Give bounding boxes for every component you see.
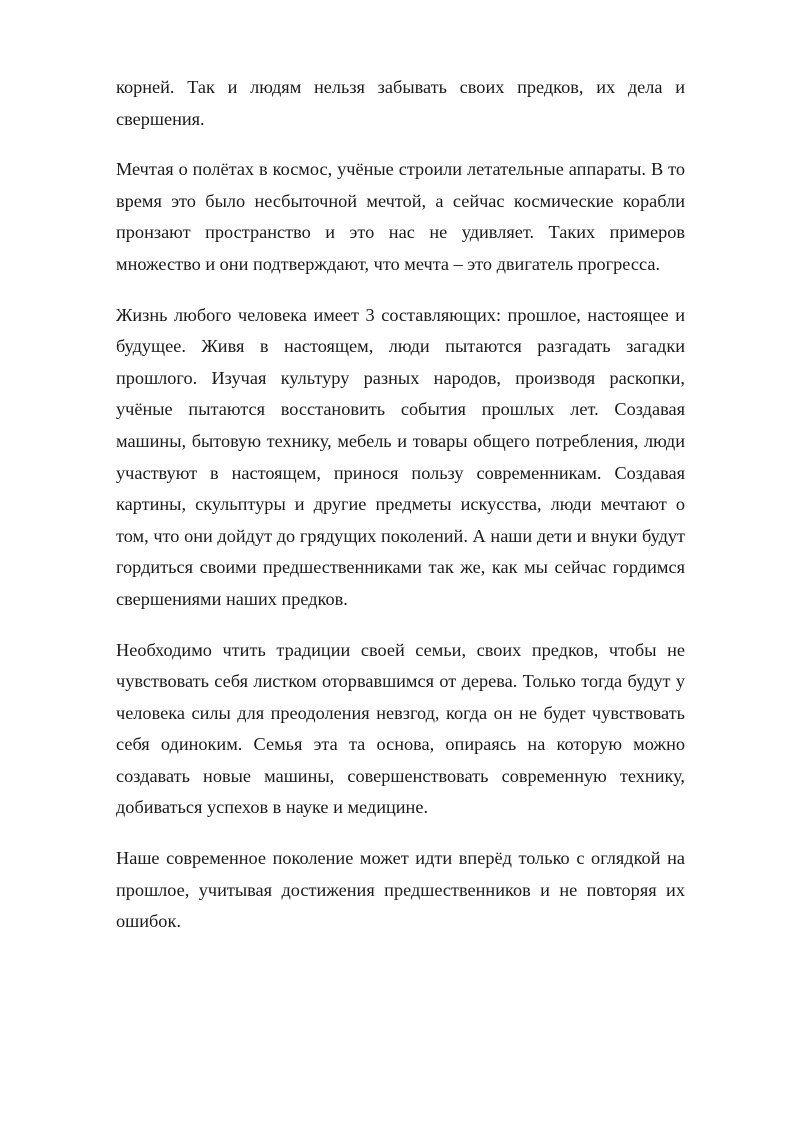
paragraph-conclusion: Наше современное поколение может идти вперёд только с оглядкой на прошлое, учитывая достижения предшественников и не повторяя их ошибок. <box>116 848 685 932</box>
paragraph-continuation: корней. Так и людям нельзя забывать своих предков, их дела и свершения. <box>116 77 685 129</box>
paragraph-space-dreams: Мечтая о полётах в космос, учёные строили летательные аппараты. В то время это было несбыточной мечтой, а сейчас космические корабли пронзают пространство и это нас не удивляет. Таких примеров множество и они подтверждают, что мечта – это двигатель прогресса. <box>116 159 685 274</box>
paragraph-life-components: Жизнь любого человека имеет 3 составляющих: прошлое, настоящее и будущее. Живя в настоящем, люди пытаются разгадать загадки прошлого. Изучая культуру разных народов, производя раскопки, учёные пытаются восстановить события прошлых лет. Создавая машины, бытовую технику, мебель и товары общего потребления, люди участвуют в настоящем, принося пользу современникам. Создавая картины, скульптуры и другие предметы искусства, люди мечтают о том, что они дойдут до грядущих поколений. А наши дети и внуки будут гордиться своими предшественниками так же, как мы сейчас гордимся свершениями наших предков. <box>116 304 685 609</box>
paragraph-family-traditions: Необходимо чтить традиции своей семьи, своих предков, чтобы не чувствовать себя листком оторвавшимся от дерева. Только тогда будут у человека силы для преодоления невзгод, когда он не будет чувствовать себя одиноким. Семья эта та основа, опираясь на которую можно создавать новые машины, совершенствовать современную технику, добиваться успехов в науке и медицине. <box>116 639 685 818</box>
text-body <box>116 72 685 957</box>
